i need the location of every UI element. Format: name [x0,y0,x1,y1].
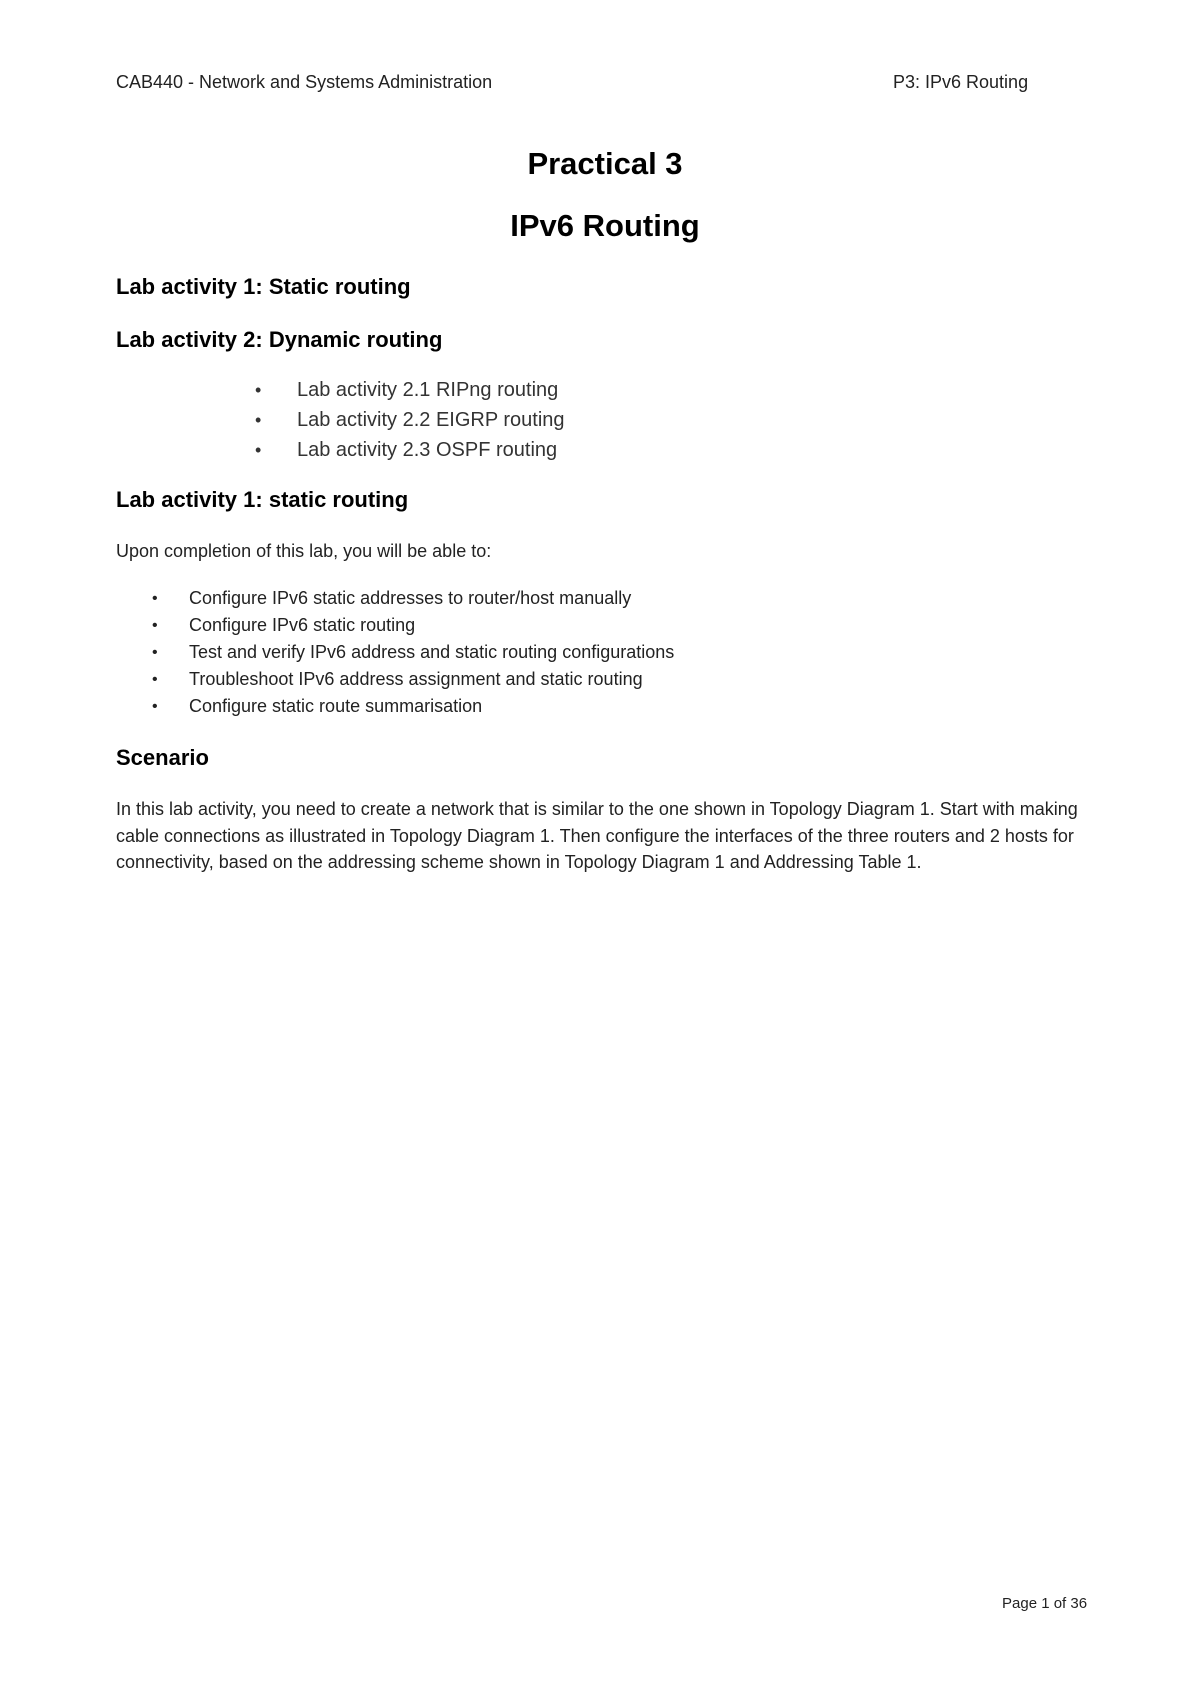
bullet-icon: • [152,590,158,607]
sub-activity-label: Lab activity 2.2 EIGRP routing [297,409,565,431]
heading-lab-activity-1: Lab activity 1: Static routing [116,274,411,299]
header-course-title: CAB440 - Network and Systems Administration [116,72,493,92]
sub-activity-list [255,375,565,465]
bullet-icon: • [152,671,158,688]
objective-text: Configure IPv6 static addresses to router/host manually [189,588,632,608]
bullet-icon: • [152,617,158,634]
objective-text: Configure IPv6 static routing [189,615,416,635]
list-item [255,435,565,465]
list-item [255,375,565,405]
heading-lab-activity-2: Lab activity 2: Dynamic routing [116,327,443,352]
heading-lab-activity-1-detail: Lab activity 1: static routing [116,487,409,512]
list-item [147,693,674,720]
page-number: Page 1 of 36 [1002,1595,1088,1612]
list-item [147,585,674,612]
bullet-icon: • [152,698,158,715]
objective-text: Test and verify IPv6 address and static routing configurations [189,642,675,662]
practical-subtitle: IPv6 Routing [510,208,700,243]
sub-activity-label: Lab activity 2.1 RIPng routing [297,379,559,401]
objective-text: Troubleshoot IPv6 address assignment and static routing [189,669,643,689]
list-item [255,405,565,435]
bullet-icon: • [255,380,262,400]
scenario-paragraph: In this lab activity, you need to create a network that is similar to the one shown in Topology Diagram 1. Start with making cable connections as illustrated in Topology Diagram 1. Then configure the interfaces of the three routers and 2 hosts for connectivity, based on the addressing scheme shown in Topology Diagram 1 and Addressing Table 1. [116,799,1078,872]
list-item [147,612,674,639]
bullet-icon: • [255,410,262,430]
heading-scenario: Scenario [116,745,209,770]
objectives-list [147,585,674,720]
objectives-intro: Upon completion of this lab, you will be able to: [116,541,492,561]
list-item [147,639,674,666]
practical-title: Practical 3 [527,146,683,181]
list-item [147,666,674,693]
bullet-icon: • [255,440,262,460]
bullet-icon: • [152,644,158,661]
objective-text: Configure static route summarisation [189,696,483,716]
sub-activity-label: Lab activity 2.3 OSPF routing [297,439,558,461]
header-practical-title: P3: IPv6 Routing [893,72,1029,92]
